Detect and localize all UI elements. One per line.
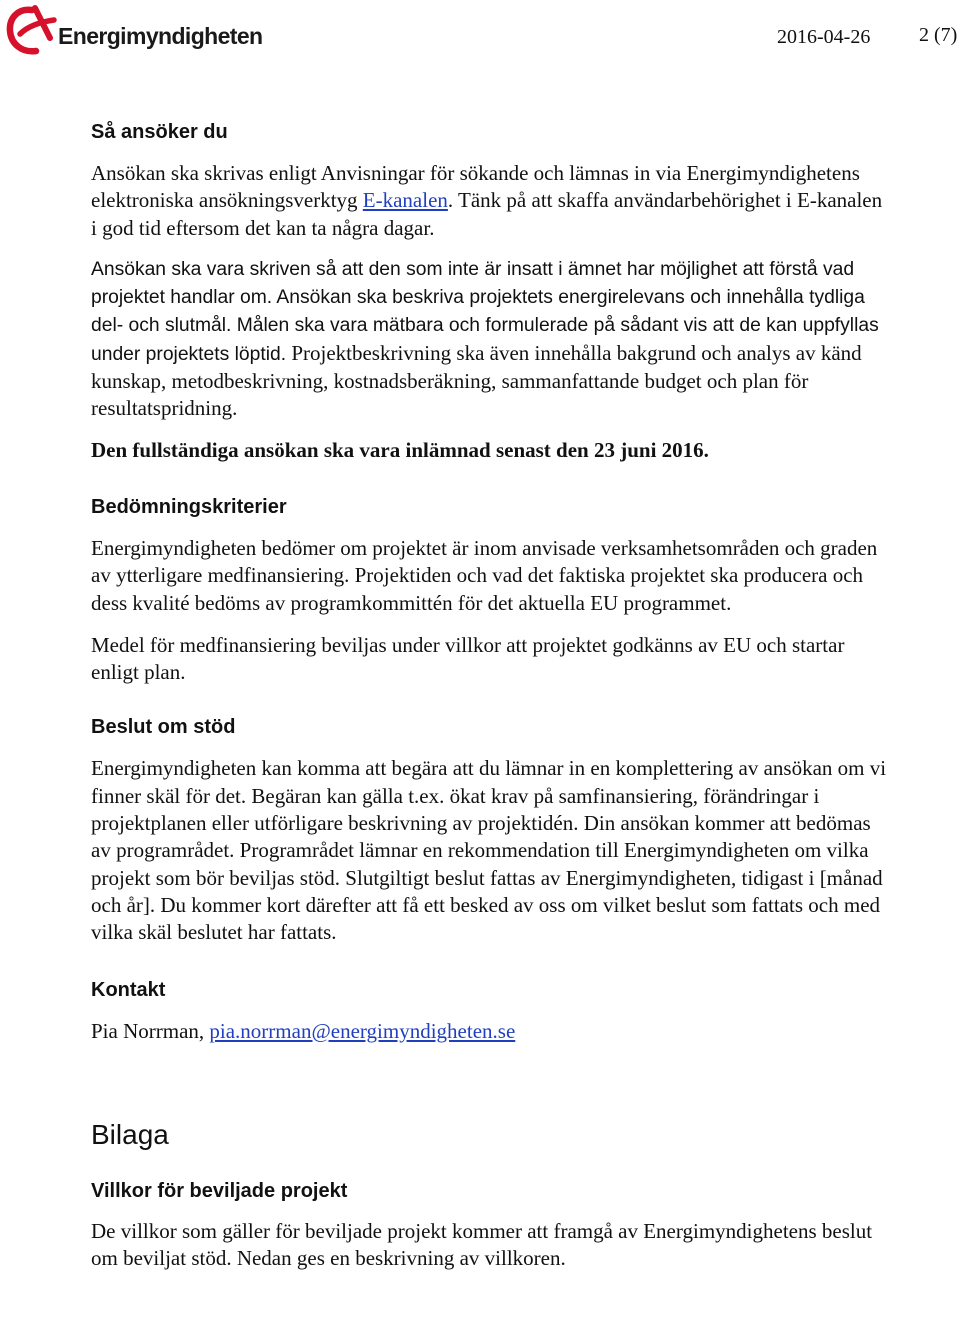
page-number: 2 (7) <box>919 24 958 46</box>
ansoker-paragraph-1 <box>91 160 891 242</box>
e-kanalen-link[interactable]: E-kanalen <box>362 188 448 213</box>
ansoker-paragraph-2 <box>91 255 891 423</box>
section-heading-ansoker: Så ansöker du <box>91 121 228 143</box>
contact-name: Pia Norrman, <box>91 1018 210 1043</box>
ansoker-text-1: Ansökan ska skrivas enligt Anvisningar för sökande och lämnas in via Energimyndighetens elektroniska ansökningsverktyg <box>91 161 860 213</box>
section-heading-kontakt: Kontakt <box>91 978 166 1001</box>
ansoker-serif-text: Projektbeskrivning ska även innehålla bakgrund och analys av känd kunskap, metodbeskrivning, kostnadsberäkning, sammanfattande budget och plan för resultatspridning. <box>91 340 862 421</box>
section-heading-bedomning: Bedömningskriterier <box>91 495 287 518</box>
appendix-heading: Bilaga <box>91 1118 169 1150</box>
beslut-paragraph-1: Energimyndigheten kan komma att begära att du lämnar in en komplettering av ansökan om vi finner skäl för det. Begäran kan gälla t.ex. ökat krav på samfinansiering, förändringar i projektplanen eller utförligare beskrivning av projektidén. Din ansökan kommer att bedömas av programrådet. Programrådet lämnar en rekommendation till Energimyndigheten om vilka projekt som bör beviljas stöd. Slutgiltigt beslut fattas av Energimyndigheten, tidigast i [månad och år]. Du kommer kort därefter att få ett besked av oss om vilket beslut som fattats och med vilka skäl beslutet har fattats. <box>91 756 887 945</box>
bedomning-paragraph-1: Energimyndigheten bedömer om projektet är inom anvisade verksamhetsområden och graden av ytterligare medfinansiering. Projektiden och vad det faktiska projektet ska producera och dess kvalité bedöms av programkommittén för det aktuella EU programmet. <box>91 535 878 615</box>
logo-swirl-icon <box>6 4 66 58</box>
document-body <box>91 118 891 1272</box>
ansoker-sans-text: Ansökan ska vara skriven så att den som inte är insatt i ämnet har möjlighet att förstå vad projektet handlar om. Ansökan ska beskriva projektets energirelevans och innehålla tydliga del- och slutmål. Målen ska vara mätbara och formulerade på sådant vis att de kan uppfyllas under projektets löptid. <box>91 258 879 365</box>
appendix-subheading: Villkor för beviljade projekt <box>91 1179 348 1202</box>
ansoker-text-2: . Tänk på att skaffa användarbehörighet i E-kanalen i god tid eftersom det kan ta några dagar. <box>91 188 883 240</box>
deadline-notice: Den fullständiga ansökan ska vara inlämnad senast den 23 juni 2016. <box>91 437 709 462</box>
bedomning-paragraph-2: Medel för medfinansiering beviljas under villkor att projektet godkänns av EU och startar enligt plan. <box>91 632 845 685</box>
energimyndigheten-logo <box>6 4 263 58</box>
contact-line <box>91 1018 891 1045</box>
logo-wordmark: Energimyndigheten <box>58 23 263 49</box>
page-header <box>0 0 960 70</box>
document-date: 2016-04-26 <box>777 26 871 48</box>
appendix-paragraph-1: De villkor som gäller för beviljade projekt kommer att framgå av Energimyndighetens beslut om beviljat stöd. Nedan ges en beskrivning av villkoren. <box>91 1218 873 1271</box>
contact-email-link[interactable]: pia.norrman@energimyndigheten.se <box>209 1018 516 1043</box>
section-heading-beslut: Beslut om stöd <box>91 716 236 739</box>
